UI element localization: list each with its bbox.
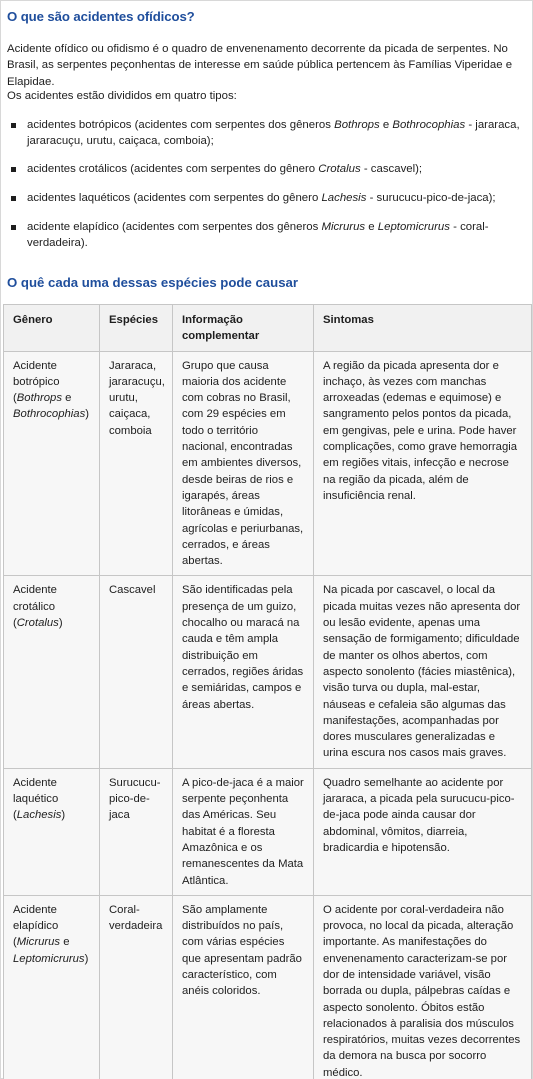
header-genero: Gênero <box>4 305 100 352</box>
list-item: acidentes laquéticos (acidentes com serpentes do gênero Lachesis - surucucu-pico-de-jaca); <box>7 190 527 206</box>
bullet-square-icon <box>11 196 16 201</box>
cell-genero: Acidente crotálico (Crotalus) <box>4 576 100 768</box>
table-row <box>4 351 532 576</box>
cell-sintomas: O acidente por coral-verdadeira não provoca, no local da picada, alteração importante. As manifestações do envenenamento caracterizam-se por dor de intensidade variável, visão borrada ou dupla, pálpebras caídas e aspecto sonolento. Óbitos estão relacionados à paralisia dos músculos respiratórios, muitas vezes decorrentes da demora na busca por socorro médico. <box>314 895 532 1079</box>
table-row <box>4 576 532 768</box>
header-sintomas: Sintomas <box>314 305 532 352</box>
cell-sintomas: Quadro semelhante ao acidente por jararaca, a picada pela surucucu-pico-de-jaca pode ainda causar dor abdominal, vômitos, diarreia, bradicardia e hipotensão. <box>314 768 532 895</box>
bullet-square-icon <box>11 123 16 128</box>
list-item: acidente elapídico (acidentes com serpentes dos gêneros Micrurus e Leptomicrurus - coral-verdadeira). <box>7 219 527 252</box>
types-intro-paragraph: Os acidentes estão divididos em quatro tipos: <box>7 90 237 102</box>
snake-accidents-table <box>3 304 532 1079</box>
header-informacao: Informação complementar <box>173 305 314 352</box>
table-row <box>4 895 532 1079</box>
cell-especies: Surucucu-pico-de-jaca <box>100 768 173 895</box>
cell-genero: Acidente laquético (Lachesis) <box>4 768 100 895</box>
cell-genero: Acidente botrópico (Bothrops e Bothrocophias) <box>4 351 100 576</box>
bullet-square-icon <box>11 167 16 172</box>
cell-genero: Acidente elapídico (Micrurus e Leptomicrurus) <box>4 895 100 1079</box>
table-row <box>4 768 532 895</box>
cell-especies: Jararaca, jararacuçu, urutu, caiçaca, comboia <box>100 351 173 576</box>
cell-sintomas: Na picada por cascavel, o local da picada muitas vezes não apresenta dor ou lesão evidente, apenas uma sensação de formigamento; dificuldade de manter os olhos abertos, com aspecto sonolento (fácies miastênica), visão turva ou dupla, mal-estar, náuseas e cefaleia são algumas das manifestações, acompanhadas por dores musculares generalizadas e urina escura nos casos mais graves. <box>314 576 532 768</box>
cell-sintomas: A região da picada apresenta dor e inchaço, às vezes com manchas arroxeadas (edemas e equimose) e sangramento pelos pontos da picada, em gengivas, pele e urina. Pode haver complicações, como grave hemorragia em regiões vitais, infecção e necrose na região da picada, além de insuficiência renal. <box>314 351 532 576</box>
cell-especies: Coral-verdadeira <box>100 895 173 1079</box>
bullet-square-icon <box>11 225 16 230</box>
cell-info: São amplamente distribuídos no país, com várias espécies que apresentam padrão característico, com anéis coloridos. <box>173 895 314 1079</box>
accident-types-list <box>7 117 527 263</box>
cell-info: A pico-de-jaca é a maior serpente peçonhenta das Américas. Seu habitat é a floresta Amazônica e os remanescentes da Mata Atlântica. <box>173 768 314 895</box>
cell-info: Grupo que causa maioria dos acidente com cobras no Brasil, com 29 espécies em todo o território nacional, encontradas em ambientes diversos, desde beiras de rios e igarapés, áreas litorâneas e úmidas, agrícolas e periurbanas, cerrados, e áreas abertas. <box>173 351 314 576</box>
list-item: acidentes crotálicos (acidentes com serpentes do gênero Crotalus - cascavel); <box>7 161 527 177</box>
intro-paragraph: Acidente ofídico ou ofidismo é o quadro de envenenamento decorrente da picada de serpentes. No Brasil, as serpentes peçonhentas de interesse em saúde pública pertencem às Famílias Viperidae e Elapidae. <box>7 43 513 88</box>
cell-info: São identificadas pela presença de um guizo, chocalho ou maracá na cauda e têm ampla distribuição em cerrados, regiões áridas e semiáridas, campos e áreas abertas. <box>173 576 314 768</box>
section-title-ofidicos: O que são acidentes ofídicos? <box>7 9 195 24</box>
cell-especies: Cascavel <box>100 576 173 768</box>
header-especies: Espécies <box>100 305 173 352</box>
list-item: acidentes botrópicos (acidentes com serpentes dos gêneros Bothrops e Bothrocophias - jararaca, jararacuçu, urutu, caiçaca, comboia); <box>7 117 527 150</box>
table-header-row <box>4 305 532 352</box>
section-title-species-effects: O quê cada uma dessas espécies pode causar <box>7 275 299 290</box>
